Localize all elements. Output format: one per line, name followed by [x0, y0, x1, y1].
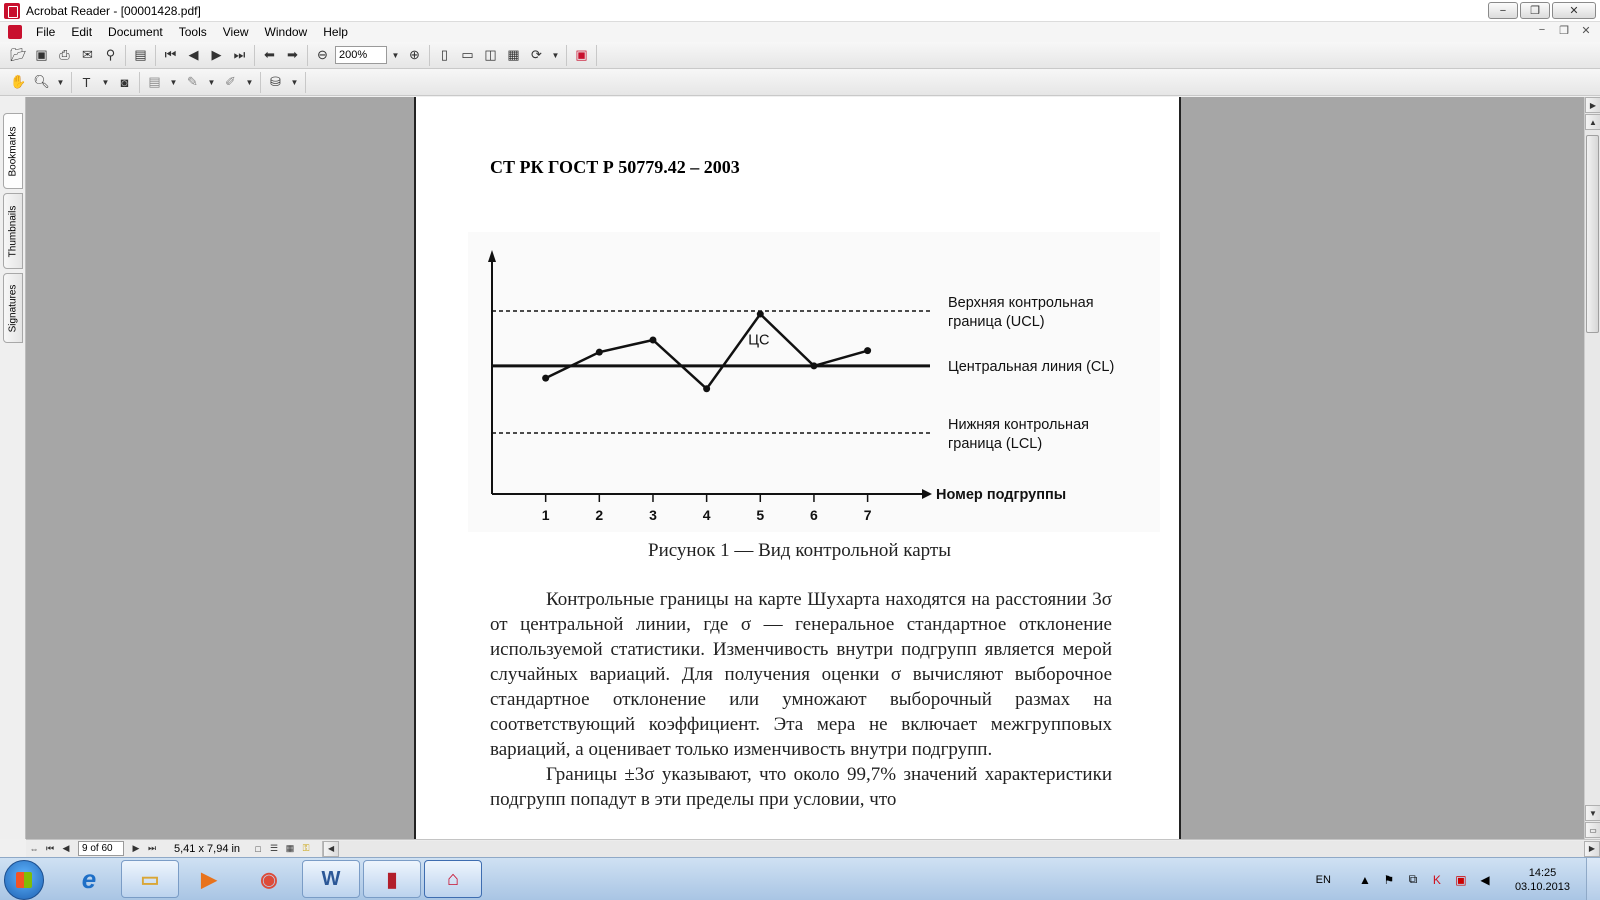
x-axis-label: Номер подгруппы: [936, 487, 1067, 503]
pencil-dropdown-icon[interactable]: ▼: [245, 77, 254, 87]
data-point: [703, 385, 710, 392]
maximize-button[interactable]: ❐: [1520, 2, 1550, 19]
menu-bar: [0, 22, 1600, 42]
reflow-icon[interactable]: ▦: [507, 47, 520, 62]
page-dimensions: 5,41 x 7,94 in: [174, 842, 241, 855]
tab-bookmarks[interactable]: [3, 113, 23, 189]
email-icon[interactable]: ✉: [82, 47, 93, 62]
pdf-page: [414, 97, 1181, 839]
show-desktop-button[interactable]: [1586, 858, 1600, 900]
title-bar: [0, 0, 1600, 22]
zoom-dropdown-icon[interactable]: ▼: [391, 50, 400, 60]
scroll-right-end-icon[interactable]: ▶: [1584, 841, 1600, 857]
single-page-icon[interactable]: □: [255, 843, 261, 854]
x-tick-label: 3: [649, 507, 657, 523]
menu-edit[interactable]: Edit: [71, 25, 93, 39]
next-view-icon[interactable]: ➡: [287, 47, 298, 62]
taskbar-word[interactable]: W: [302, 860, 360, 898]
status-first-page-icon[interactable]: ⏮: [45, 843, 55, 853]
stamp-tools: [261, 72, 306, 93]
comment-tools: [140, 72, 261, 93]
figure-caption: Рисунок 1 — Вид контрольной карты: [648, 540, 951, 561]
taskbar-acrobat-reader[interactable]: ⌂: [424, 860, 482, 898]
reference-line-label: Центральная линия (CL): [948, 358, 1115, 375]
hand-tool-icon[interactable]: ✋: [10, 74, 27, 89]
paragraph-1: Контрольные границы на карте Шухарта находятся на расстоянии 3σ от центральной линии, где σ — генеральное стандартное отклонение используемой статистики. Изменчивость внутри подгрупп является мерой случайных вариаций. Для получения оценки σ вычисляют выборочное стандартное отклонение или умножают выборочный размах на соответствующий коэффициент. Эта мера не включает межгрупповых вариаций, а оценивает только изменчивость внутри подгрупп.: [490, 589, 1112, 760]
document-window-controls: [1534, 24, 1594, 37]
select-tools: [4, 72, 72, 93]
document-icon[interactable]: [8, 25, 22, 39]
taskbar-file-explorer[interactable]: ▭: [121, 860, 179, 898]
status-previous-page-icon[interactable]: ◀: [62, 843, 70, 853]
menu-file[interactable]: File: [36, 25, 56, 39]
navigation-pane-tools: [126, 45, 156, 66]
vertical-scrollbar[interactable]: [1584, 97, 1600, 839]
next-page-icon[interactable]: ▶: [211, 47, 222, 62]
highlighter-icon[interactable]: ✎: [187, 74, 198, 89]
tools-toolbar: [0, 69, 1600, 96]
search-icon[interactable]: ⚲: [105, 47, 116, 62]
tab-thumbnails-label: Thumbnails: [7, 205, 19, 257]
system-tray: [1316, 858, 1600, 900]
antivirus-icon[interactable]: K: [1432, 872, 1441, 887]
zoom-tool-dropdown-icon[interactable]: ▼: [56, 77, 65, 87]
acrobat-online-icon[interactable]: ▣: [575, 47, 588, 62]
status-bar: [26, 839, 1600, 857]
show-hidden-icons-icon[interactable]: ▲: [1358, 872, 1371, 887]
scroll-up-icon[interactable]: ▲: [1585, 114, 1600, 130]
doc-close-button[interactable]: ✕: [1581, 25, 1591, 37]
print-icon[interactable]: ⎙: [59, 47, 70, 62]
reference-line-label: граница (LCL): [948, 436, 1043, 452]
data-point: [864, 347, 871, 354]
split-icon[interactable]: ▭: [1585, 822, 1600, 838]
navigation-pane-icon[interactable]: ▤: [134, 47, 147, 62]
menu-document[interactable]: Document: [108, 25, 163, 39]
reference-line-label: Нижняя контрольная: [948, 417, 1089, 433]
taskbar-chrome[interactable]: ◉: [260, 868, 278, 891]
continuous-icon[interactable]: ☰: [270, 843, 279, 853]
key-icon[interactable]: ⚿: [302, 843, 310, 853]
doc-minimize-button[interactable]: −: [1538, 24, 1546, 36]
text-tools: [72, 72, 140, 93]
language-indicator[interactable]: EN: [1315, 873, 1331, 886]
menu-tools[interactable]: Tools: [178, 25, 207, 39]
tab-bookmarks-label: Bookmarks: [7, 125, 19, 177]
facing-icon[interactable]: ▦: [285, 843, 295, 853]
menu-view[interactable]: View: [222, 25, 249, 39]
previous-page-icon[interactable]: ◀: [188, 47, 199, 62]
volume-icon[interactable]: ◀: [1480, 872, 1490, 887]
pencil-icon[interactable]: ✐: [225, 74, 236, 89]
taskbar: [0, 857, 1600, 900]
taskbar-book-reader[interactable]: ▮: [363, 860, 421, 898]
rotate-view-icon[interactable]: ⟳: [531, 47, 542, 62]
reference-line-label: граница (UCL): [948, 314, 1045, 330]
data-point: [596, 349, 603, 356]
paragraph-2: Границы ±3σ указывают, что около 99,7% значений характеристики подгрупп попадут в эти пределы при условии, что: [490, 764, 1112, 810]
data-point: [542, 375, 549, 382]
control-chart: [468, 232, 1160, 532]
navigation-sidebar: [0, 97, 26, 839]
clock-time: 14:25: [1528, 866, 1557, 879]
body-text: [490, 587, 1112, 812]
fit-width-icon[interactable]: ◫: [484, 47, 497, 62]
actual-size-icon[interactable]: ▯: [440, 47, 449, 62]
page-number-input[interactable]: 9 of 60: [78, 841, 124, 856]
taskbar-internet-explorer[interactable]: e: [81, 863, 97, 894]
text-select-icon[interactable]: T: [82, 74, 91, 90]
menu-help[interactable]: Help: [323, 25, 348, 39]
horizontal-scrollbar[interactable]: [322, 841, 1600, 857]
network-icon[interactable]: ⧉: [1408, 872, 1418, 886]
minimize-button[interactable]: −: [1488, 2, 1518, 19]
tab-thumbnails[interactable]: [3, 193, 23, 269]
x-tick-label: 4: [702, 507, 711, 523]
status-last-page-icon[interactable]: ⏭: [147, 843, 157, 853]
clock-date: 03.10.2013: [1514, 880, 1570, 893]
save-icon[interactable]: ▣: [35, 47, 48, 62]
data-point: [649, 336, 656, 343]
doc-restore-button[interactable]: ❐: [1559, 25, 1569, 37]
zoom-input[interactable]: 200%: [335, 46, 387, 64]
file-tools: [4, 45, 126, 66]
chart-annotation: ЦС: [748, 332, 770, 349]
snapshot-icon[interactable]: ◙: [120, 74, 129, 90]
page-navigation-tools: [156, 45, 255, 66]
open-folder-icon[interactable]: 📂︎: [10, 47, 27, 62]
note-tool-icon[interactable]: ▤: [148, 74, 161, 89]
start-button[interactable]: [4, 860, 44, 900]
acrobat-app-icon: [4, 3, 20, 19]
zoom-tools: [308, 45, 430, 66]
data-point: [757, 311, 764, 318]
scroll-left-icon[interactable]: ◀: [323, 841, 339, 857]
last-page-icon[interactable]: ⏭: [233, 47, 246, 62]
first-page-icon[interactable]: ⏮: [164, 47, 177, 62]
fit-page-icon[interactable]: ▭: [461, 47, 474, 62]
stamp-dropdown-icon[interactable]: ▼: [290, 77, 299, 87]
menu-window[interactable]: Window: [264, 25, 308, 39]
zoom-out-icon[interactable]: ⊖: [317, 47, 328, 62]
action-center-flag-icon[interactable]: ⚑: [1383, 872, 1395, 887]
scroll-thumb[interactable]: [1586, 135, 1599, 333]
status-next-page-icon[interactable]: ▶: [132, 843, 140, 853]
scroll-down-icon[interactable]: ▼: [1585, 805, 1600, 821]
previous-view-icon[interactable]: ⬅: [264, 47, 275, 62]
x-tick-label: 2: [595, 507, 604, 523]
window-title: Acrobat Reader - [00001428.pdf]: [26, 3, 201, 18]
zoom-tool-icon[interactable]: 🔍︎: [33, 74, 50, 89]
rotate-dropdown-icon[interactable]: ▼: [551, 50, 560, 60]
tab-signatures-label: Signatures: [7, 284, 19, 332]
document-header: СТ РК ГОСТ Р 50779.42 – 2003: [490, 157, 740, 177]
document-viewport[interactable]: [26, 97, 1584, 839]
note-dropdown-icon[interactable]: ▼: [169, 77, 178, 87]
data-point: [810, 362, 817, 369]
view-history-tools: [255, 45, 308, 66]
window-controls: [1488, 2, 1596, 19]
main-toolbar: [0, 42, 1600, 69]
page-nav-toggle-icon[interactable]: ⇔: [29, 843, 39, 854]
page-layout-tools: [430, 45, 567, 66]
highlighter-dropdown-icon[interactable]: ▼: [207, 77, 216, 87]
reference-line-label: Верхняя контрольная: [948, 295, 1094, 311]
clock[interactable]: [1515, 866, 1570, 894]
x-tick-label: 5: [756, 507, 765, 523]
x-tick-label: 7: [863, 507, 872, 523]
control-chart-figure: [468, 232, 1160, 532]
text-select-dropdown-icon[interactable]: ▼: [101, 77, 110, 87]
scroll-right-icon[interactable]: ▶: [1585, 97, 1600, 113]
zoom-in-icon[interactable]: ⊕: [409, 47, 420, 62]
taskbar-media-player[interactable]: ▶: [201, 868, 217, 891]
tab-signatures[interactable]: [3, 273, 23, 343]
monitor-icon[interactable]: ▣: [1455, 872, 1467, 887]
x-tick-label: 1: [541, 507, 550, 523]
close-button[interactable]: ✕: [1552, 2, 1596, 19]
acrobat-tools: [567, 45, 597, 66]
x-tick-label: 6: [810, 507, 818, 523]
stamp-icon[interactable]: ⛁: [270, 74, 281, 89]
